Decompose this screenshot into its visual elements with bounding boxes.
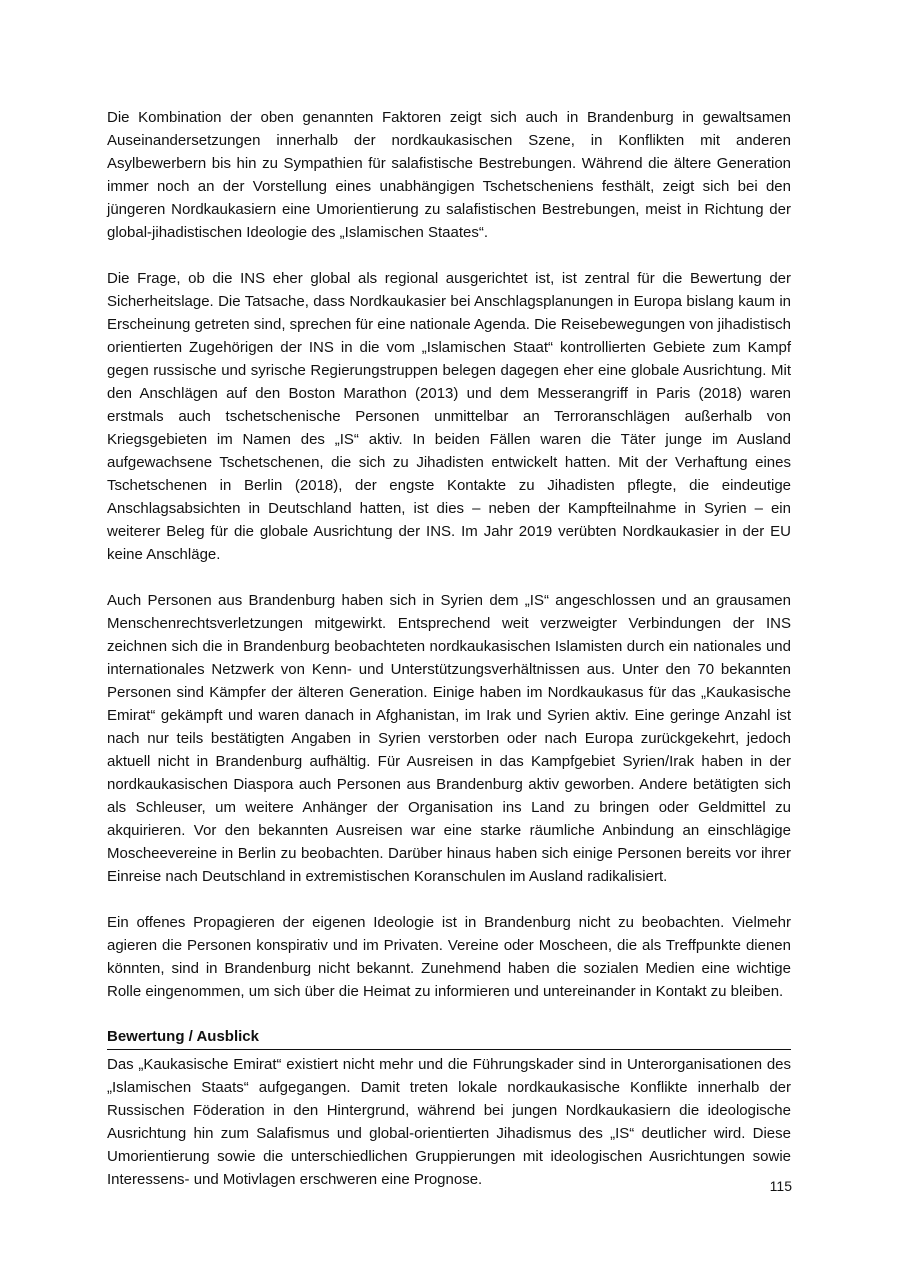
body-paragraph-3: Auch Personen aus Brandenburg haben sich in Syrien dem „IS“ angeschlossen und an grausamen Menschenrechtsverletzungen mitgewirkt. Entsprechend weit verzweigter Verbindungen der INS zeichnen sich die in Brandenburg beobachteten nordkaukasischen Islamisten durch ein nationales und internationales Netzwerk von Kenn- und Unterstützungsverhältnissen aus. Unter den 70 bekannten Personen sind Kämpfer der älteren Generation. Einige haben im Nordkaukasus für das „Kaukasische Emirat“ gekämpft und waren danach in Afghanistan, im Irak und Syrien aktiv. Eine geringe Anzahl ist nach nur teils bestätigten Angaben in Syrien verstorben oder nach Europa zurückgekehrt, jedoch aktuell nicht in Brandenburg aufhältig. Für Ausreisen in das Kampfgebiet Syrien/Irak haben in der nordkaukasischen Diaspora auch Personen aus Brandenburg aktiv geworben. Andere betätigten sich als Schleuser, um weitere Anhänger der Organisation ins Land zu bringen oder Geldmittel zu akquirieren. Vor den bekannten Ausreisen war eine starke räumliche Anbindung an einschlägige Moscheevereine in Berlin zu beobachten. Darüber hinaus haben sich einige Personen bereits vor ihrer Einreise nach Deutschland in extremistischen Koranschulen im Ausland radikalisiert. [107, 592, 791, 885]
section-heading-bewertung: Bewertung / Ausblick [107, 1026, 791, 1050]
page-content [107, 106, 791, 1191]
body-paragraph-1: Die Kombination der oben genannten Faktoren zeigt sich auch in Brandenburg in gewaltsamen Auseinandersetzungen innerhalb der nordkaukasischen Szene, in Konflikten mit anderen Asylbewerbern bis hin zu Sympathien für salafistische Bestrebungen. Während die ältere Generation immer noch an der Vorstellung eines unabhängigen Tschetscheniens festhält, zeigt sich bei den jüngeren Nordkaukasiern eine Umorientierung zu salafistischen Bestrebungen, meist in Richtung der global-jihadistischen Ideologie des „Islamischen Staates“. [107, 109, 791, 241]
body-paragraph-2: Die Frage, ob die INS eher global als regional ausgerichtet ist, ist zentral für die Bewertung der Sicherheitslage. Die Tatsache, dass Nordkaukasier bei Anschlagsplanungen in Europa bislang kaum in Erscheinung getreten sind, sprechen für eine nationale Agenda. Die Reisebewegungen von jihadistisch orientierten Zugehörigen der INS in die vom „Islamischen Staat“ kontrollierten Gebiete zum Kampf gegen russische und syrische Regierungstruppen belegen dagegen eher eine globale Ausrichtung. Mit den Anschlägen auf den Boston Marathon (2013) und dem Messerangriff in Paris (2018) waren erstmals auch tschetschenische Personen unmittelbar an Terroranschlägen außerhalb von Kriegsgebieten im Namen des „IS“ aktiv. In beiden Fällen waren die Täter junge im Ausland aufgewachsene Tschetschenen, die sich zu Jihadisten entwickelt hatten. Mit der Verhaftung eines Tschetschenen in Berlin (2018), der engste Kontakte zu Jihadisten pflegte, die eindeutige Anschlagsabsichten in Deutschland hatten, ist dies – neben der Kampfteilnahme in Syrien – ein weiterer Beleg für die globale Ausrichtung der INS. Im Jahr 2019 verübten Nordkaukasier in der EU keine Anschläge. [107, 270, 791, 563]
page-number: 115 [769, 1178, 792, 1194]
section-paragraph: Das „Kaukasische Emirat“ existiert nicht mehr und die Führungskader sind in Unterorganisationen des „Islamischen Staats“ aufgegangen. Damit treten lokale nordkaukasische Konflikte innerhalb der Russischen Föderation in den Hintergrund, während bei jungen Nordkaukasiern die ideologische Ausrichtung hin zum Salafismus und global-orientierten Jihadismus des „IS“ deutlicher wird. Diese Umorientierung sowie die unterschiedlichen Gruppierungen mit ideologischen Ausrichtungen sowie Interessens- und Motivlagen erschweren eine Prognose. [107, 1056, 791, 1188]
body-paragraph-4: Ein offenes Propagieren der eigenen Ideologie ist in Brandenburg nicht zu beobachten. Vielmehr agieren die Personen konspirativ und im Privaten. Vereine oder Moscheen, die als Treffpunkte dienen könnten, sind in Brandenburg nicht bekannt. Zunehmend haben die sozialen Medien eine wichtige Rolle eingenommen, um sich über die Heimat zu informieren und untereinander in Kontakt zu bleiben. [107, 914, 791, 1000]
